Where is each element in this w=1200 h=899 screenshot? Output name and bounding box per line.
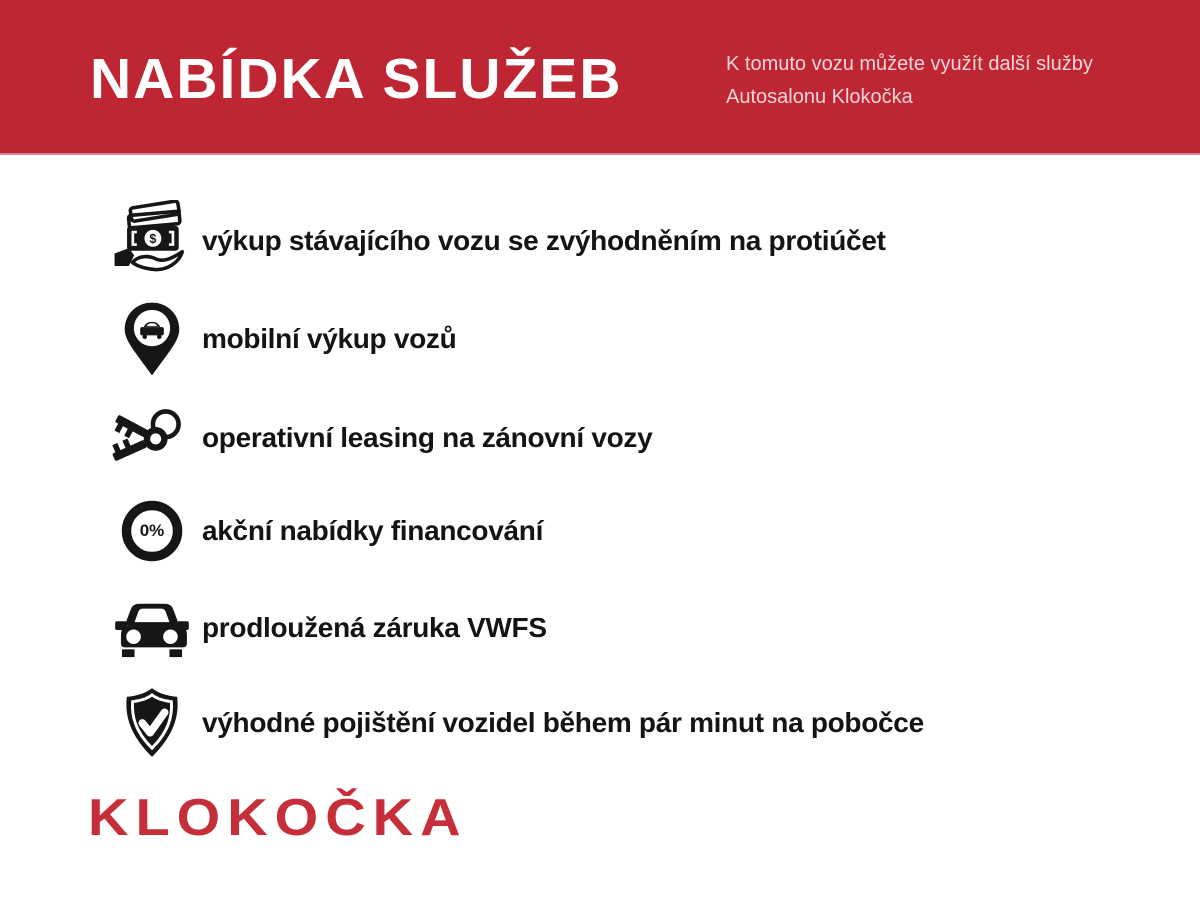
- service-label: výhodné pojištění vozidel během pár minut na pobočce: [202, 707, 924, 738]
- dollar-glyph: $: [149, 232, 157, 247]
- map-pin-car-icon: [108, 297, 196, 381]
- header-subtitle: [726, 48, 1093, 114]
- zero-percent-icon: [108, 489, 196, 573]
- shield-check-icon: [108, 681, 196, 765]
- service-label: mobilní výkup vozů: [202, 323, 457, 354]
- service-label: akční nabídky financování: [202, 515, 544, 546]
- service-label: prodloužená záruka VWFS: [202, 612, 547, 643]
- keys-icon: [108, 396, 196, 480]
- service-label: výkup stávajícího vozu se zvýhodněním na protiúčet: [202, 225, 886, 256]
- zero-percent-badge: 0%: [139, 521, 165, 540]
- cash-in-hand-icon: [108, 199, 196, 283]
- service-row-financing: [108, 489, 543, 573]
- service-row-warranty: [108, 586, 547, 670]
- header-band: [0, 0, 1200, 155]
- header-subtitle-line2: Autosalonu Klokočka: [726, 86, 913, 108]
- klokocka-logo: KLOKOČKA: [88, 788, 468, 847]
- service-row-mobile-buyout: [108, 297, 456, 381]
- car-front-icon: [108, 586, 196, 670]
- service-row-trade-in: [108, 199, 886, 283]
- service-label: operativní leasing na zánovní vozy: [202, 422, 653, 453]
- service-row-insurance: [108, 681, 924, 765]
- header-subtitle-line1: K tomuto vozu můžete využít další služby: [726, 53, 1093, 75]
- service-row-leasing: [108, 396, 652, 480]
- page-title: NABÍDKA SLUŽEB: [90, 47, 623, 111]
